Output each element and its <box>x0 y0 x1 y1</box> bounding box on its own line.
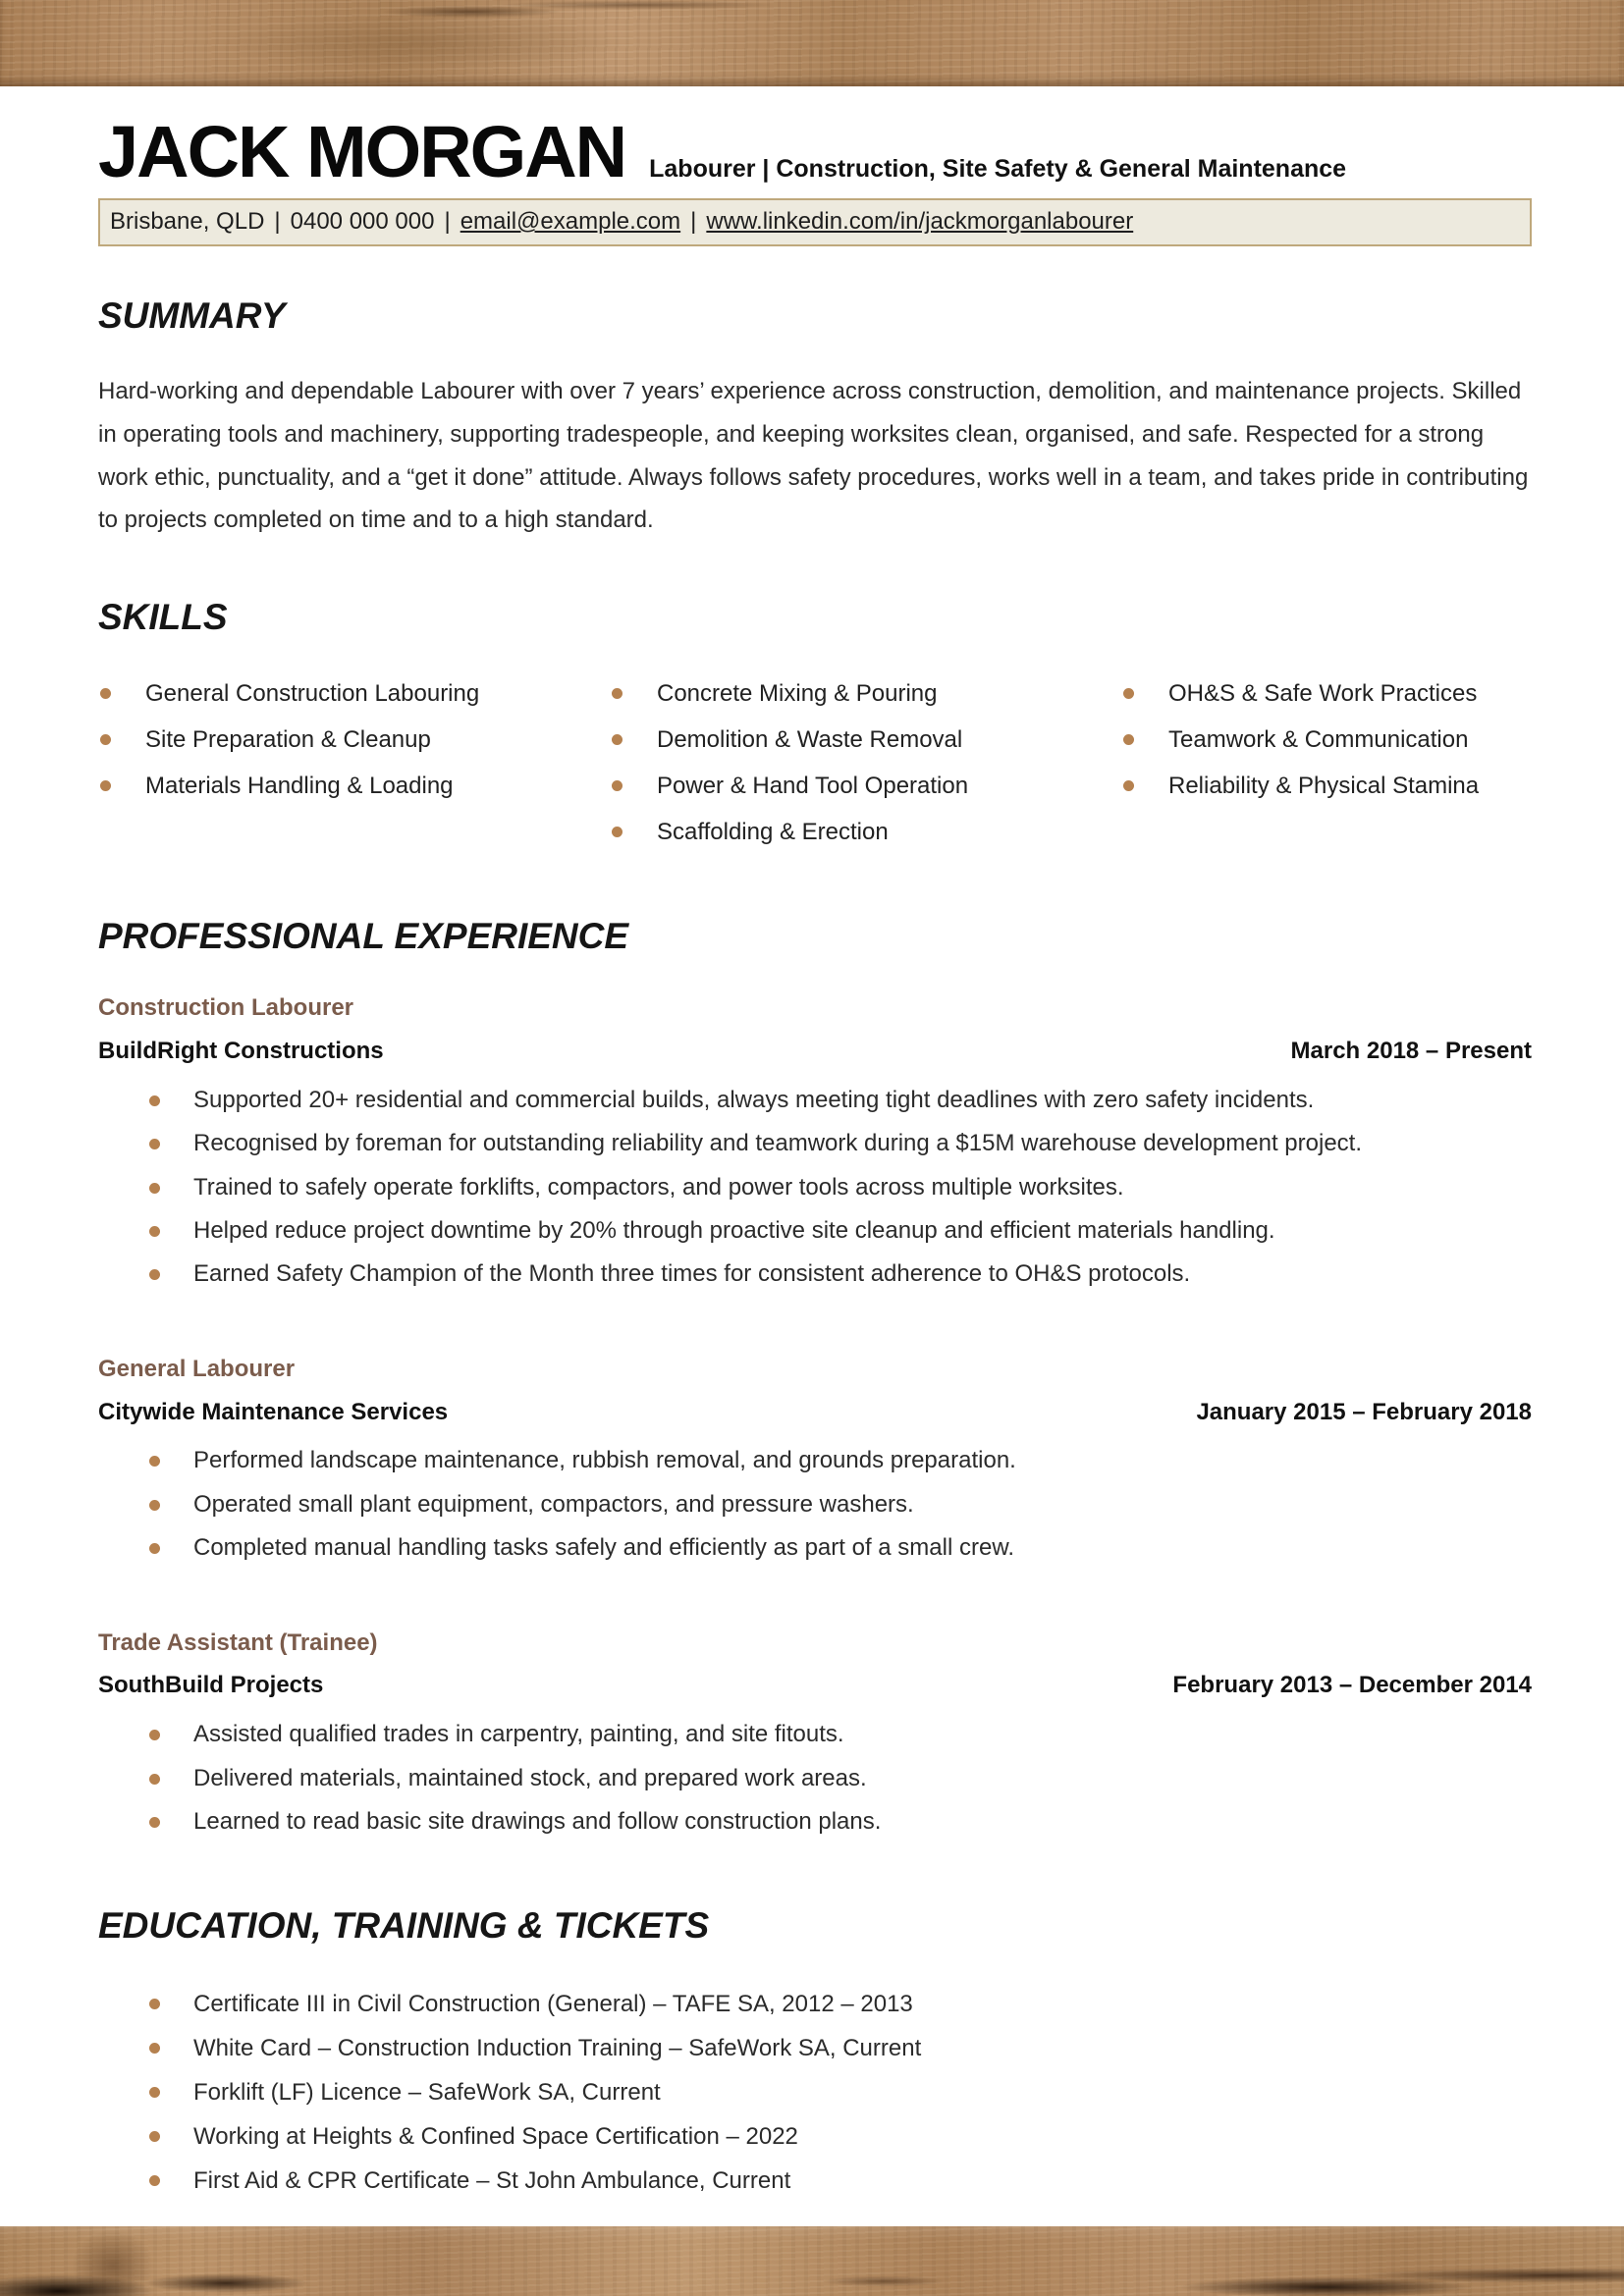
skill-item: Reliability & Physical Stamina <box>1121 763 1532 809</box>
wood-texture-footer <box>0 2226 1624 2296</box>
contact-separator: | <box>274 208 281 235</box>
skills-column-2 <box>610 670 1121 855</box>
skill-item: Site Preparation & Cleanup <box>98 717 610 763</box>
job-header <box>98 1672 1532 1700</box>
contact-location: Brisbane, QLD <box>110 208 265 235</box>
experience-heading: PROFESSIONAL EXPERIENCE <box>98 915 629 956</box>
candidate-tagline: Labourer | Construction, Site Safety & General Maintenance <box>649 155 1347 183</box>
job-bullet-list <box>147 1713 1532 1843</box>
resume-content <box>0 111 1624 2203</box>
job-title: Trade Assistant (Trainee) <box>98 1629 378 1656</box>
job-bullet-list <box>147 1079 1532 1297</box>
contact-separator: | <box>690 208 697 235</box>
company-name: Citywide Maintenance Services <box>98 1398 449 1425</box>
contact-phone: 0400 000 000 <box>290 208 435 235</box>
skills-column-3 <box>1121 670 1532 855</box>
skills-grid <box>98 670 1532 855</box>
job-dates: February 2013 – December 2014 <box>1172 1672 1532 1699</box>
education-item: White Card – Construction Induction Training – SafeWork SA, Current <box>147 2026 1532 2070</box>
skills-column-1 <box>98 670 610 855</box>
skill-item: Teamwork & Communication <box>1121 717 1532 763</box>
job-bullet: Supported 20+ residential and commercial builds, always meeting tight deadlines with zero safety incidents. <box>147 1079 1532 1122</box>
education-heading: EDUCATION, TRAINING & TICKETS <box>98 1904 710 1946</box>
wood-texture-header <box>0 0 1624 86</box>
job-bullet: Assisted qualified trades in carpentry, painting, and site fitouts. <box>147 1713 1532 1756</box>
job-bullet-list <box>147 1439 1532 1570</box>
contact-bar <box>98 198 1532 246</box>
job-bullet: Operated small plant equipment, compactors, and pressure washers. <box>147 1483 1532 1526</box>
job-title: General Labourer <box>98 1355 296 1382</box>
job-bullet: Recognised by foreman for outstanding reliability and teamwork during a $15M warehouse development project. <box>147 1122 1532 1165</box>
skill-item: Demolition & Waste Removal <box>610 717 1121 763</box>
contact-linkedin-link[interactable]: www.linkedin.com/in/jackmorganlabourer <box>706 208 1134 235</box>
job-bullet: Performed landscape maintenance, rubbish removal, and grounds preparation. <box>147 1439 1532 1482</box>
education-item: First Aid & CPR Certificate – St John Ambulance, Current <box>147 2159 1532 2203</box>
name-row <box>98 111 1532 192</box>
job-dates: January 2015 – February 2018 <box>1196 1398 1532 1425</box>
skill-item: OH&S & Safe Work Practices <box>1121 670 1532 717</box>
education-item: Forklift (LF) Licence – SafeWork SA, Current <box>147 2070 1532 2114</box>
skill-item: Scaffolding & Erection <box>610 809 1121 855</box>
job-bullet: Trained to safely operate forklifts, compactors, and power tools across multiple worksites. <box>147 1166 1532 1209</box>
contact-separator: | <box>444 208 451 235</box>
summary-text: Hard-working and dependable Labourer with over 7 years’ experience across construction, demolition, and maintenance projects. Skilled in operating tools and machinery, supporting tradespeople, and keeping worksites clean, organised, and safe. Respected for a strong work ethic, punctuality, and a “get it done” attitude. Always follows safety procedures, works well in a team, and takes pride in contributing to projects completed on time and to a high standard. <box>98 378 1529 534</box>
skills-heading: SKILLS <box>98 597 228 638</box>
skill-item: Materials Handling & Loading <box>98 763 610 809</box>
skill-item: Concrete Mixing & Pouring <box>610 670 1121 717</box>
job-dates: March 2018 – Present <box>1290 1038 1532 1065</box>
education-list <box>147 1982 1532 2203</box>
job-bullet: Earned Safety Champion of the Month three times for consistent adherence to OH&S protocols. <box>147 1253 1532 1296</box>
candidate-name: JACK MORGAN <box>98 111 626 192</box>
contact-email-link[interactable]: email@example.com <box>460 208 681 235</box>
education-item: Working at Heights & Confined Space Certification – 2022 <box>147 2114 1532 2159</box>
job-bullet: Completed manual handling tasks safely and efficiently as part of a small crew. <box>147 1526 1532 1570</box>
job-bullet: Learned to read basic site drawings and follow construction plans. <box>147 1800 1532 1843</box>
company-name: BuildRight Constructions <box>98 1038 384 1065</box>
summary-heading: SUMMARY <box>98 294 286 336</box>
skill-item: Power & Hand Tool Operation <box>610 763 1121 809</box>
job-title: Construction Labourer <box>98 994 354 1022</box>
skill-item: General Construction Labouring <box>98 670 610 717</box>
job-bullet: Delivered materials, maintained stock, and prepared work areas. <box>147 1757 1532 1800</box>
job-bullet: Helped reduce project downtime by 20% through proactive site cleanup and efficient materials handling. <box>147 1209 1532 1253</box>
job-header <box>98 1038 1532 1066</box>
company-name: SouthBuild Projects <box>98 1672 324 1699</box>
education-item: Certificate III in Civil Construction (General) – TAFE SA, 2012 – 2013 <box>147 1982 1532 2026</box>
job-header <box>98 1399 1532 1427</box>
